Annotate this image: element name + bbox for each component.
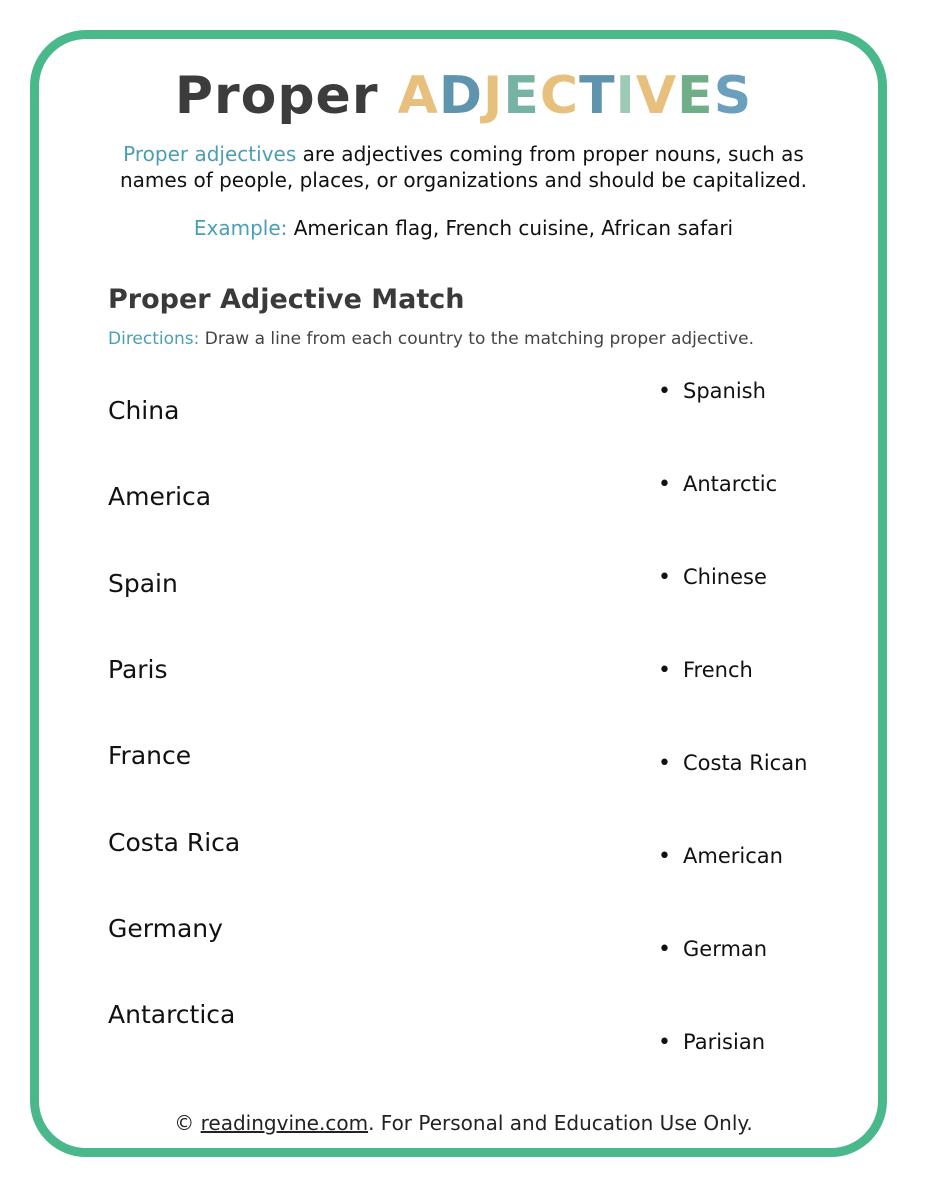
title-letter: C [539, 66, 580, 126]
adjective-item [658, 379, 766, 404]
adjective-label: Spanish [683, 379, 766, 403]
intro-line1: are adjectives coming from proper nouns, such as [296, 142, 804, 166]
adjective-item [658, 937, 767, 962]
country-item: Germany [108, 914, 223, 943]
worksheet-title [0, 66, 927, 126]
title-letter: D [438, 66, 483, 126]
bullet-icon: • [658, 937, 671, 962]
directions-text: Draw a line from each country to the matching proper adjective. [199, 329, 755, 349]
country-item: Spain [108, 569, 178, 598]
country-item: Paris [108, 655, 168, 684]
title-letter: J [483, 66, 504, 126]
country-item: China [108, 396, 180, 425]
adjective-item [658, 751, 807, 776]
country-item: Antarctica [108, 1000, 236, 1029]
bullet-icon: • [658, 658, 671, 683]
adjective-item [658, 658, 753, 683]
adjective-label: Chinese [683, 565, 767, 589]
intro-line2: names of people, places, or organizations and should be capitalized. [119, 168, 808, 192]
bullet-icon: • [658, 565, 671, 590]
bullet-icon: • [658, 1030, 671, 1055]
adjective-item [658, 565, 767, 590]
title-letter: S [713, 66, 753, 126]
directions-label: Directions: [108, 329, 200, 349]
title-letter: A [397, 66, 439, 126]
intro-paragraph [0, 141, 927, 193]
adjective-item [658, 472, 777, 497]
adjective-label: French [683, 658, 753, 682]
adjective-label: Parisian [683, 1030, 766, 1054]
adjective-label: Costa Rican [683, 751, 808, 775]
country-item: France [108, 741, 192, 770]
bullet-icon: • [658, 844, 671, 869]
example-text: American flag, French cuisine, African safari [287, 216, 734, 240]
adjective-label: American [683, 844, 783, 868]
example-line [0, 216, 927, 240]
footer [0, 1111, 927, 1135]
bullet-icon: • [658, 472, 671, 497]
bullet-icon: • [658, 379, 671, 404]
site-link[interactable]: readingvine.com [200, 1111, 369, 1135]
intro-term: Proper adjectives [123, 142, 297, 166]
bullet-icon: • [658, 751, 671, 776]
country-item: America [108, 482, 212, 511]
adjective-item [658, 1030, 765, 1055]
section-title: Proper Adjective Match [108, 284, 465, 315]
footer-text: . For Personal and Education Use Only. [368, 1111, 753, 1135]
title-letter: I [615, 66, 636, 126]
copyright-symbol: © [174, 1111, 201, 1135]
country-item: Costa Rica [108, 828, 241, 857]
example-label: Example: [193, 216, 288, 240]
title-letter: V [635, 66, 678, 126]
adjective-label: Antarctic [683, 472, 778, 496]
title-letter: T [579, 66, 616, 126]
title-word-adjectives [398, 66, 753, 126]
adjective-item [658, 844, 783, 869]
title-letter: E [677, 66, 714, 126]
directions [108, 329, 754, 349]
adjective-label: German [683, 937, 768, 961]
title-letter: E [503, 66, 540, 126]
title-word-proper: Proper [174, 66, 379, 126]
